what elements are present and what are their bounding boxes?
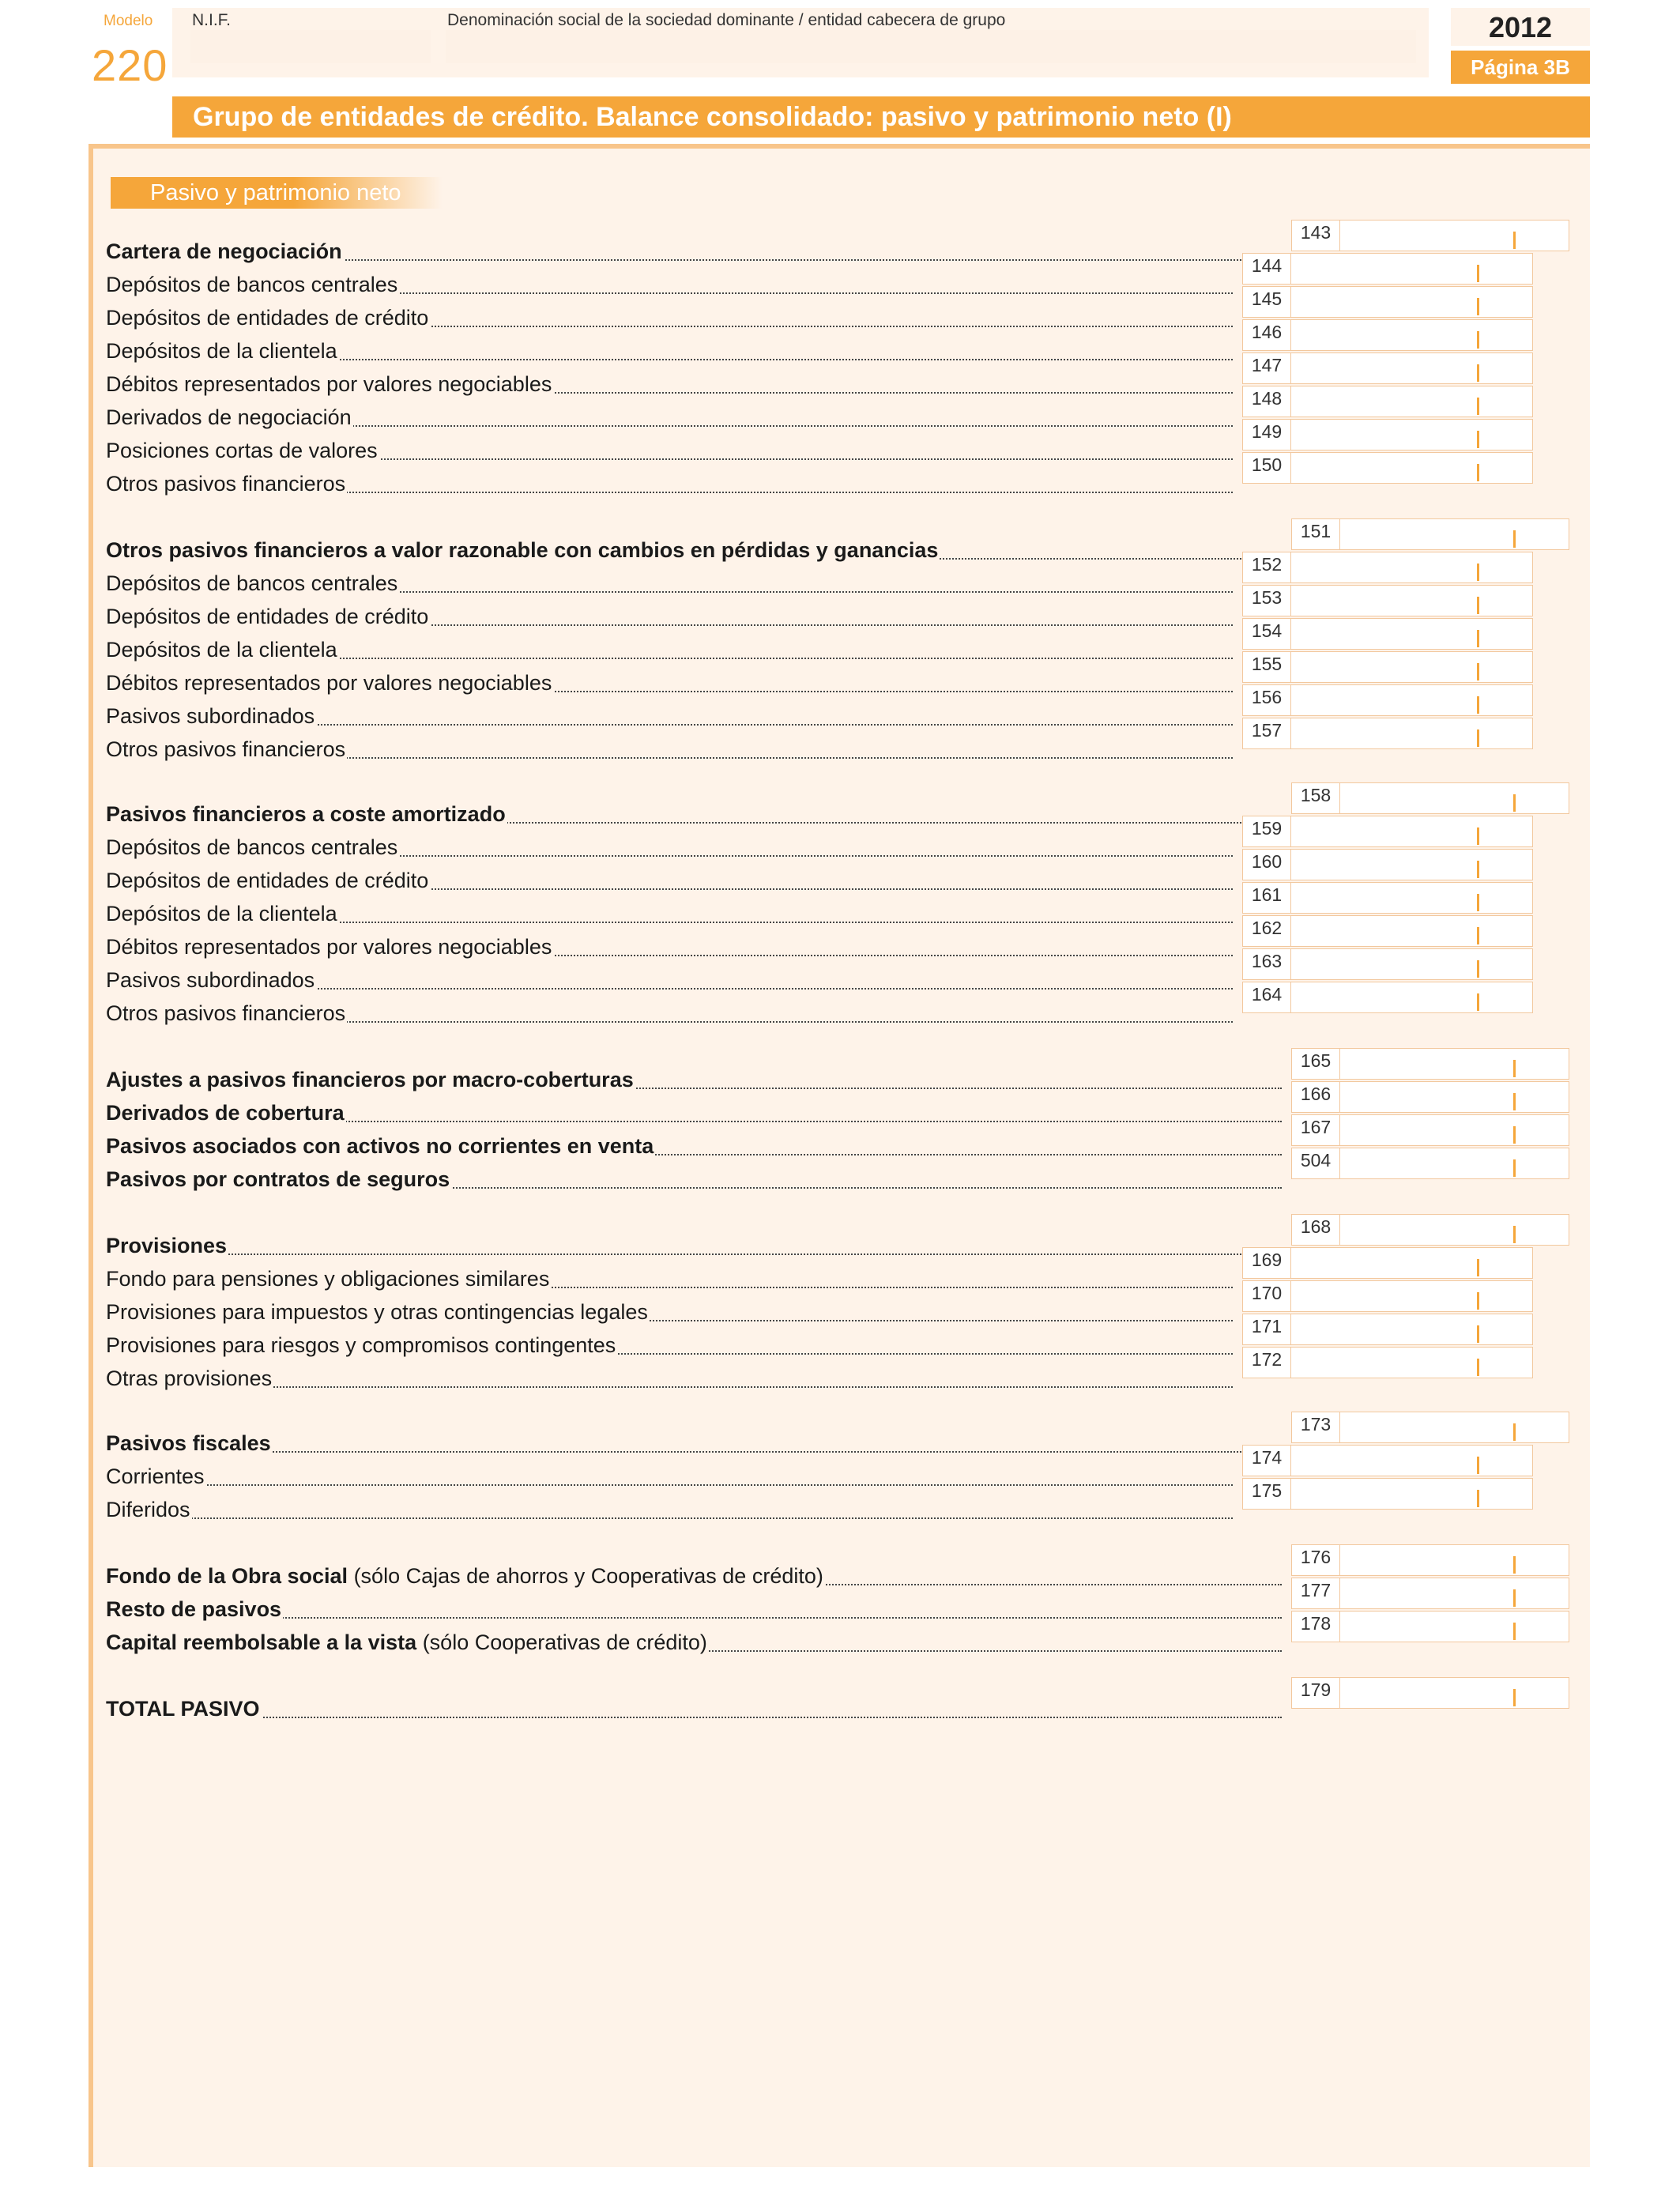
subitem-row bbox=[106, 898, 1233, 929]
amount-field-150[interactable] bbox=[1242, 452, 1533, 484]
row-label bbox=[106, 335, 1233, 367]
amount-input[interactable] bbox=[1292, 388, 1531, 417]
field-code: 159 bbox=[1243, 816, 1291, 846]
decimal-separator bbox=[1477, 464, 1479, 481]
field-code: 179 bbox=[1292, 1678, 1340, 1708]
row-label bbox=[106, 700, 1233, 732]
amount-field-172[interactable] bbox=[1242, 1347, 1533, 1378]
field-code: 169 bbox=[1243, 1248, 1291, 1278]
decimal-separator bbox=[1477, 331, 1479, 349]
decimal-separator bbox=[1477, 630, 1479, 647]
row-label bbox=[106, 1130, 1282, 1162]
amount-field-159[interactable] bbox=[1242, 816, 1533, 847]
row-label-text: Otros pasivos financieros bbox=[106, 737, 346, 761]
row-label-text: Posiciones cortas de valores bbox=[106, 439, 378, 462]
amount-input[interactable] bbox=[1341, 1084, 1567, 1112]
row-label-text: Otros pasivos financieros bbox=[106, 1001, 346, 1025]
field-code: 173 bbox=[1292, 1412, 1340, 1442]
row-label bbox=[106, 1263, 1233, 1295]
row-label-text: Otros pasivos financieros bbox=[106, 472, 346, 496]
field-code: 177 bbox=[1292, 1578, 1340, 1608]
row-label-text: Fondo de la Obra social bbox=[106, 1564, 348, 1588]
amount-field-146[interactable] bbox=[1242, 319, 1533, 351]
amount-field-154[interactable] bbox=[1242, 618, 1533, 650]
row-label bbox=[106, 534, 1282, 566]
amount-field-170[interactable] bbox=[1242, 1280, 1533, 1312]
subitem-row bbox=[106, 1263, 1233, 1295]
row-label bbox=[106, 1693, 1282, 1725]
field-code: 145 bbox=[1243, 287, 1291, 317]
form-title: Grupo de entidades de crédito. Balance consolidado: pasivo y patrimonio neto (I) bbox=[172, 96, 1590, 138]
amount-field-153[interactable] bbox=[1242, 585, 1533, 616]
amount-input[interactable] bbox=[1341, 1414, 1567, 1442]
decimal-separator bbox=[1477, 398, 1479, 415]
decimal-separator bbox=[1477, 696, 1479, 714]
subitem-row bbox=[106, 667, 1233, 699]
row-label bbox=[106, 865, 1233, 896]
subitem-row bbox=[106, 1494, 1233, 1525]
row-label-text: Débitos representados por valores negociables bbox=[106, 671, 552, 695]
amount-input[interactable] bbox=[1292, 984, 1531, 1012]
row-label bbox=[106, 1329, 1233, 1361]
field-code: 157 bbox=[1243, 718, 1291, 748]
group-row bbox=[106, 1427, 1282, 1459]
field-code: 143 bbox=[1292, 221, 1340, 251]
amount-field-164[interactable] bbox=[1242, 982, 1533, 1013]
row-label bbox=[106, 1494, 1233, 1525]
row-label bbox=[106, 898, 1233, 929]
amount-input[interactable] bbox=[1292, 951, 1531, 979]
row-label bbox=[106, 964, 1233, 996]
decimal-separator bbox=[1477, 564, 1479, 581]
group-row bbox=[106, 798, 1282, 830]
amount-input[interactable] bbox=[1292, 1349, 1531, 1378]
decimal-separator bbox=[1477, 1359, 1479, 1376]
amount-field-163[interactable] bbox=[1242, 948, 1533, 980]
row-label bbox=[106, 798, 1282, 830]
decimal-separator bbox=[1513, 530, 1516, 548]
group-row bbox=[106, 236, 1282, 267]
field-code: 158 bbox=[1292, 783, 1340, 813]
amount-field-147[interactable] bbox=[1242, 352, 1533, 384]
amount-field-155[interactable] bbox=[1242, 651, 1533, 683]
amount-field-173[interactable] bbox=[1291, 1412, 1569, 1443]
row-label bbox=[106, 236, 1282, 267]
field-code: 176 bbox=[1292, 1545, 1340, 1575]
amount-input[interactable] bbox=[1292, 851, 1531, 880]
subitem-row bbox=[106, 601, 1233, 632]
subitem-row bbox=[106, 302, 1233, 334]
decimal-separator bbox=[1477, 1325, 1479, 1343]
amount-input[interactable] bbox=[1292, 654, 1531, 682]
group-row bbox=[106, 1560, 1282, 1592]
amount-field-151[interactable] bbox=[1291, 518, 1569, 550]
row-label bbox=[106, 733, 1233, 765]
decimal-separator bbox=[1477, 927, 1479, 944]
subitem-row bbox=[106, 1329, 1233, 1361]
amount-field-179[interactable] bbox=[1291, 1677, 1569, 1709]
subitem-row bbox=[106, 931, 1233, 963]
row-label-text: Pasivos fiscales bbox=[106, 1431, 271, 1455]
row-label-text: Otras provisiones bbox=[106, 1367, 273, 1390]
amount-input[interactable] bbox=[1292, 918, 1531, 946]
row-label bbox=[106, 1627, 1282, 1658]
field-code: 153 bbox=[1243, 586, 1291, 616]
subitem-row bbox=[106, 335, 1233, 367]
row-label bbox=[106, 435, 1233, 466]
field-code: 149 bbox=[1243, 420, 1291, 450]
amount-field-177[interactable] bbox=[1291, 1578, 1569, 1609]
row-label-text: Capital reembolsable a la vista bbox=[106, 1630, 417, 1654]
decimal-separator bbox=[1513, 1589, 1516, 1607]
group-row bbox=[106, 1097, 1282, 1129]
amount-field-165[interactable] bbox=[1291, 1048, 1569, 1080]
row-label-text: Depósitos de la clientela bbox=[106, 638, 337, 662]
field-code: 148 bbox=[1243, 386, 1291, 417]
amount-field-176[interactable] bbox=[1291, 1544, 1569, 1576]
decimal-separator bbox=[1477, 431, 1479, 448]
field-code: 156 bbox=[1243, 685, 1291, 715]
field-code: 174 bbox=[1243, 1446, 1291, 1476]
row-label bbox=[106, 269, 1233, 300]
amount-field-156[interactable] bbox=[1242, 684, 1533, 716]
row-label-text: Cartera de negociación bbox=[106, 239, 342, 263]
row-label-text: Depósitos de bancos centrales bbox=[106, 835, 398, 859]
field-code: 168 bbox=[1292, 1215, 1340, 1245]
group-row bbox=[106, 1627, 1282, 1658]
group-row bbox=[106, 1593, 1282, 1625]
group-row bbox=[106, 1130, 1282, 1162]
amount-input[interactable] bbox=[1292, 421, 1531, 450]
row-note: (sólo Cooperativas de crédito) bbox=[416, 1630, 707, 1654]
subitem-row bbox=[106, 964, 1233, 996]
row-label-text: Otros pasivos financieros a valor razonable con cambios en pérdidas y ganancias bbox=[106, 538, 939, 562]
field-code: 162 bbox=[1243, 916, 1291, 946]
field-code: 152 bbox=[1243, 552, 1291, 582]
amount-field-171[interactable] bbox=[1242, 1314, 1533, 1345]
decimal-separator bbox=[1513, 1623, 1516, 1640]
row-label-text: Pasivos financieros a coste amortizado bbox=[106, 802, 506, 826]
field-code: 172 bbox=[1243, 1348, 1291, 1378]
amount-field-143[interactable] bbox=[1291, 220, 1569, 251]
row-label-text: Provisiones para riesgos y compromisos contingentes bbox=[106, 1333, 616, 1357]
subitem-row bbox=[106, 1296, 1233, 1328]
row-label bbox=[106, 1560, 1282, 1592]
subitem-row bbox=[106, 567, 1233, 599]
row-label-text: TOTAL PASIVO bbox=[106, 1697, 260, 1721]
decimal-separator bbox=[1513, 1093, 1516, 1110]
row-label-text: Depósitos de entidades de crédito bbox=[106, 306, 429, 330]
decimal-separator bbox=[1477, 729, 1479, 747]
field-code: 161 bbox=[1243, 883, 1291, 913]
amount-field-166[interactable] bbox=[1291, 1081, 1569, 1113]
field-code: 155 bbox=[1243, 652, 1291, 682]
amount-field-161[interactable] bbox=[1242, 882, 1533, 914]
amount-input[interactable] bbox=[1341, 1547, 1567, 1575]
field-code: 146 bbox=[1243, 320, 1291, 350]
row-label-text: Pasivos subordinados bbox=[106, 968, 315, 992]
amount-field-157[interactable] bbox=[1242, 718, 1533, 749]
field-code: 165 bbox=[1292, 1049, 1340, 1079]
group-row bbox=[106, 1693, 1282, 1725]
amount-input[interactable] bbox=[1292, 255, 1531, 284]
subitem-row bbox=[106, 997, 1233, 1029]
row-label-text: Pasivos subordinados bbox=[106, 704, 315, 728]
amount-field-158[interactable] bbox=[1291, 782, 1569, 814]
amount-input[interactable] bbox=[1292, 322, 1531, 350]
row-label-text: Provisiones para impuestos y otras contingencias legales bbox=[106, 1300, 648, 1324]
field-code: 160 bbox=[1243, 850, 1291, 880]
amount-field-149[interactable] bbox=[1242, 419, 1533, 450]
decimal-separator bbox=[1477, 960, 1479, 978]
amount-field-167[interactable] bbox=[1291, 1114, 1569, 1146]
row-label-text: Depósitos de la clientela bbox=[106, 902, 337, 925]
amount-input[interactable] bbox=[1292, 1447, 1531, 1476]
row-label-text: Derivados de negociación bbox=[106, 405, 352, 429]
row-label bbox=[106, 831, 1233, 863]
amount-input[interactable] bbox=[1292, 587, 1531, 616]
row-label bbox=[106, 601, 1233, 632]
decimal-separator bbox=[1477, 1457, 1479, 1474]
decimal-separator bbox=[1477, 1259, 1479, 1276]
row-label bbox=[106, 567, 1233, 599]
amount-input[interactable] bbox=[1341, 1580, 1567, 1608]
subitem-row bbox=[106, 368, 1233, 400]
field-code: 504 bbox=[1292, 1148, 1340, 1178]
row-label bbox=[106, 1064, 1282, 1095]
amount-field-174[interactable] bbox=[1242, 1445, 1533, 1476]
page-label: Página 3B bbox=[1451, 51, 1590, 84]
row-label bbox=[106, 997, 1233, 1029]
decimal-separator bbox=[1477, 894, 1479, 911]
amount-input[interactable] bbox=[1341, 1216, 1567, 1245]
subitem-row bbox=[106, 634, 1233, 665]
field-code: 171 bbox=[1243, 1314, 1291, 1344]
row-label bbox=[106, 1427, 1282, 1459]
row-label-text: Depósitos de bancos centrales bbox=[106, 273, 398, 296]
decimal-separator bbox=[1477, 663, 1479, 680]
row-label-text: Depósitos de entidades de crédito bbox=[106, 605, 429, 628]
amount-field-175[interactable] bbox=[1242, 1478, 1533, 1510]
field-code: 150 bbox=[1243, 453, 1291, 483]
field-code: 164 bbox=[1243, 982, 1291, 1012]
subitem-row bbox=[106, 269, 1233, 300]
decimal-separator bbox=[1513, 794, 1516, 812]
amount-input[interactable] bbox=[1341, 1050, 1567, 1079]
amount-input[interactable] bbox=[1292, 687, 1531, 715]
field-code: 163 bbox=[1243, 949, 1291, 979]
amount-field-144[interactable] bbox=[1242, 253, 1533, 285]
decimal-separator bbox=[1513, 1556, 1516, 1574]
subitem-row bbox=[106, 435, 1233, 466]
amount-field-152[interactable] bbox=[1242, 552, 1533, 583]
decimal-separator bbox=[1513, 1159, 1516, 1177]
denominacion-label: Denominación social de la sociedad dominante / entidad cabecera de grupo bbox=[447, 11, 1006, 29]
row-label bbox=[106, 1097, 1282, 1129]
amount-input[interactable] bbox=[1292, 1316, 1531, 1344]
amount-input[interactable] bbox=[1292, 1480, 1531, 1509]
amount-field-504[interactable] bbox=[1291, 1148, 1569, 1179]
row-label bbox=[106, 931, 1233, 963]
decimal-separator bbox=[1513, 1126, 1516, 1144]
row-label-text: Débitos representados por valores negociables bbox=[106, 372, 552, 396]
decimal-separator bbox=[1477, 827, 1479, 845]
amount-input[interactable] bbox=[1292, 620, 1531, 649]
amount-input[interactable] bbox=[1292, 554, 1531, 582]
amount-field-162[interactable] bbox=[1242, 915, 1533, 947]
amount-input[interactable] bbox=[1341, 1679, 1567, 1708]
decimal-separator bbox=[1477, 861, 1479, 878]
subitem-row bbox=[106, 401, 1233, 433]
amount-input[interactable] bbox=[1341, 1613, 1567, 1642]
row-label-text: Ajustes a pasivos financieros por macro-coberturas bbox=[106, 1068, 634, 1091]
row-label-text: Depósitos de bancos centrales bbox=[106, 571, 398, 595]
row-label-text: Diferidos bbox=[106, 1498, 190, 1521]
subitem-row bbox=[106, 733, 1233, 765]
denominacion-field[interactable] bbox=[446, 30, 1416, 63]
field-code: 147 bbox=[1243, 353, 1291, 383]
field-code: 151 bbox=[1292, 519, 1340, 549]
amount-field-169[interactable] bbox=[1242, 1247, 1533, 1279]
row-note: (sólo Cajas de ahorros y Cooperativas de crédito) bbox=[348, 1564, 823, 1588]
nif-field[interactable] bbox=[190, 30, 431, 63]
amount-field-148[interactable] bbox=[1242, 386, 1533, 417]
row-label bbox=[106, 302, 1233, 334]
row-label bbox=[106, 1461, 1233, 1492]
row-label-text: Corrientes bbox=[106, 1465, 205, 1488]
subitem-row bbox=[106, 1363, 1233, 1394]
decimal-separator bbox=[1513, 1689, 1516, 1706]
field-code: 178 bbox=[1292, 1612, 1340, 1642]
decimal-separator bbox=[1477, 597, 1479, 614]
row-label-text: Provisiones bbox=[106, 1234, 228, 1257]
amount-input[interactable] bbox=[1341, 785, 1567, 813]
subitem-row bbox=[106, 468, 1233, 499]
row-label bbox=[106, 1363, 1233, 1394]
year-box: 2012 bbox=[1451, 8, 1590, 46]
amount-field-178[interactable] bbox=[1291, 1611, 1569, 1642]
amount-input[interactable] bbox=[1292, 720, 1531, 748]
amount-input[interactable] bbox=[1341, 521, 1567, 549]
decimal-separator bbox=[1477, 298, 1479, 315]
field-code: 144 bbox=[1243, 254, 1291, 284]
decimal-separator bbox=[1477, 1490, 1479, 1507]
row-label-text: Depósitos de la clientela bbox=[106, 339, 337, 363]
group-row bbox=[106, 1230, 1282, 1261]
amount-field-145[interactable] bbox=[1242, 286, 1533, 318]
amount-input[interactable] bbox=[1341, 1150, 1567, 1178]
row-label-text: Pasivos por contratos de seguros bbox=[106, 1167, 450, 1191]
amount-input[interactable] bbox=[1292, 355, 1531, 383]
row-label-text: Derivados de cobertura bbox=[106, 1101, 345, 1125]
row-label-text: Fondo para pensiones y obligaciones similares bbox=[106, 1267, 550, 1291]
modelo-label: Modelo bbox=[104, 13, 153, 29]
field-code: 170 bbox=[1243, 1281, 1291, 1311]
subitem-row bbox=[106, 831, 1233, 863]
field-code: 167 bbox=[1292, 1115, 1340, 1145]
row-label bbox=[106, 368, 1233, 400]
group-row bbox=[106, 1064, 1282, 1095]
row-label bbox=[106, 468, 1233, 499]
decimal-separator bbox=[1477, 265, 1479, 282]
row-label bbox=[106, 1230, 1282, 1261]
row-label bbox=[106, 1593, 1282, 1625]
group-row bbox=[106, 1163, 1282, 1195]
subitem-row bbox=[106, 865, 1233, 896]
row-label bbox=[106, 634, 1233, 665]
amount-input[interactable] bbox=[1292, 288, 1531, 317]
decimal-separator bbox=[1477, 364, 1479, 382]
group-row bbox=[106, 534, 1282, 566]
row-label bbox=[106, 667, 1233, 699]
row-label-text: Pasivos asociados con activos no corrientes en venta bbox=[106, 1134, 654, 1158]
amount-input[interactable] bbox=[1292, 1283, 1531, 1311]
amount-input[interactable] bbox=[1292, 818, 1531, 846]
amount-input[interactable] bbox=[1292, 884, 1531, 913]
amount-input[interactable] bbox=[1292, 1250, 1531, 1278]
nif-label: N.I.F. bbox=[192, 11, 232, 29]
decimal-separator bbox=[1477, 993, 1479, 1011]
amount-field-160[interactable] bbox=[1242, 849, 1533, 880]
row-label bbox=[106, 1296, 1233, 1328]
subitem-row bbox=[106, 1461, 1233, 1492]
subitem-row bbox=[106, 700, 1233, 732]
row-label-text: Depósitos de entidades de crédito bbox=[106, 869, 429, 892]
row-label bbox=[106, 1163, 1282, 1195]
decimal-separator bbox=[1513, 232, 1516, 249]
decimal-separator bbox=[1513, 1226, 1516, 1243]
amount-input[interactable] bbox=[1341, 222, 1567, 251]
section-title: Pasivo y patrimonio neto bbox=[111, 177, 443, 209]
decimal-separator bbox=[1513, 1423, 1516, 1441]
field-code: 175 bbox=[1243, 1479, 1291, 1509]
amount-input[interactable] bbox=[1292, 454, 1531, 483]
amount-input[interactable] bbox=[1341, 1117, 1567, 1145]
decimal-separator bbox=[1477, 1292, 1479, 1310]
row-label-text: Resto de pasivos bbox=[106, 1597, 282, 1621]
amount-field-168[interactable] bbox=[1291, 1214, 1569, 1246]
decimal-separator bbox=[1513, 1060, 1516, 1077]
row-label bbox=[106, 401, 1233, 433]
field-code: 166 bbox=[1292, 1082, 1340, 1112]
row-label-text: Débitos representados por valores negociables bbox=[106, 935, 552, 959]
field-code: 154 bbox=[1243, 619, 1291, 649]
modelo-number: 220 bbox=[92, 40, 168, 90]
